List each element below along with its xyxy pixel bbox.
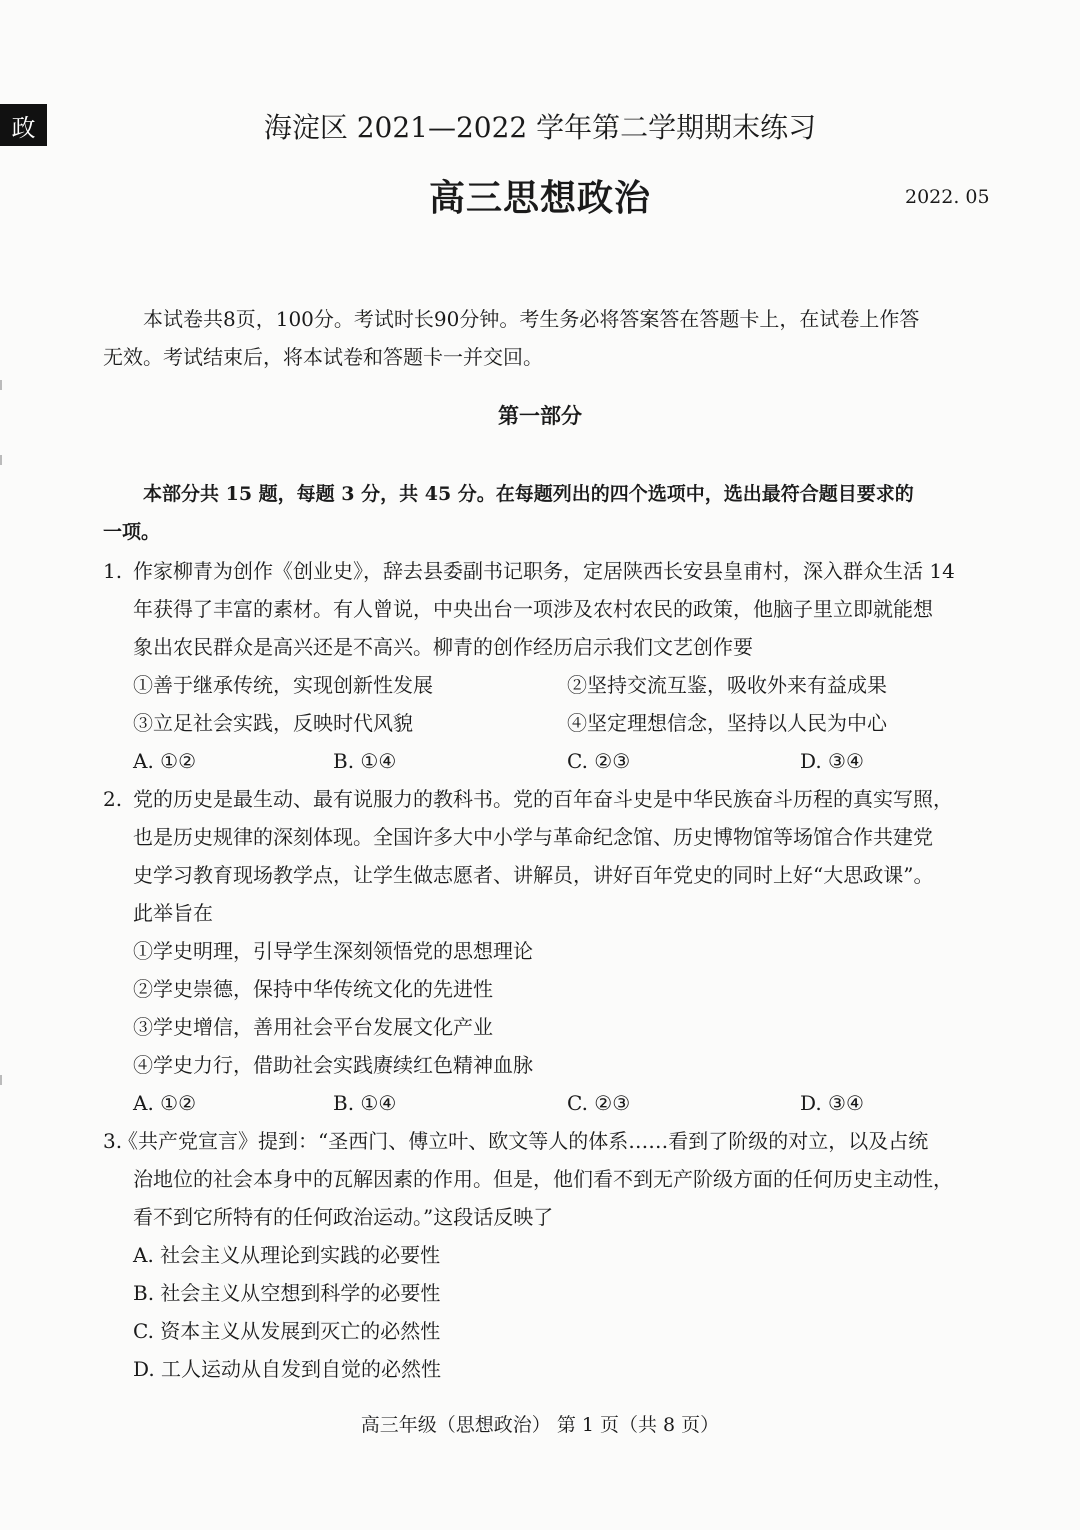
choice-a: A. ①②	[133, 749, 197, 773]
choice-d: D. ③④	[800, 1091, 864, 1115]
section-instructions-1: 本部分共 15 题，每题 3 分，共 45 分。在每题列出的四个选项中，选出最符合题目要求的	[143, 483, 914, 505]
choice-c: C. ②③	[567, 749, 631, 773]
question-stem-line: 作家柳青为创作《创业史》，辞去县委副书记职务，定居陕西长安县皇甫村，深入群众生活 14	[133, 559, 955, 583]
question-stem-line: 治地位的社会本身中的瓦解因素的作用。但是，他们看不到无产阶级方面的任何历史主动性，	[133, 1167, 953, 1191]
question-stem-line: 象出农民群众是高兴还是不高兴。柳青的创作经历启示我们文艺创作要	[133, 635, 753, 659]
statement-2: ②学史崇德，保持中华传统文化的先进性	[133, 977, 493, 1001]
question-number: 3.	[103, 1129, 123, 1153]
margin-mark	[0, 455, 2, 465]
statement-1: ①学史明理，引导学生深刻领悟党的思想理论	[133, 939, 533, 963]
choice-d: D. 工人运动从自发到自觉的必然性	[133, 1357, 442, 1381]
margin-mark	[0, 380, 2, 390]
question-stem-line: 也是历史规律的深刻体现。全国许多大中小学与革命纪念馆、历史博物馆等场馆合作共建党	[133, 825, 933, 849]
choice-d: D. ③④	[800, 749, 864, 773]
margin-mark	[0, 1075, 2, 1085]
choice-b: B. 社会主义从空想到科学的必要性	[133, 1281, 441, 1305]
choice-c: C. 资本主义从发展到灭亡的必然性	[133, 1319, 441, 1343]
choice-c: C. ②③	[567, 1091, 631, 1115]
subject-tab: 政	[0, 104, 47, 146]
intro-line-2: 无效。考试结束后，将本试卷和答题卡一并交回。	[103, 345, 543, 369]
choice-a: A. ①②	[133, 1091, 197, 1115]
question-stem-line: 党的历史是最生动、最有说服力的教科书。党的百年奋斗史是中华民族奋斗历程的真实写照，	[133, 787, 953, 811]
question-stem-line: 此举旨在	[133, 901, 213, 925]
statement-3: ③学史增信，善用社会平台发展文化产业	[133, 1015, 493, 1039]
section-title: 第一部分	[498, 403, 582, 428]
question-stem-line: 看不到它所特有的任何政治运动。”这段话反映了	[133, 1205, 554, 1229]
question-stem-line: 年获得了丰富的素材。有人曾说，中央出台一项涉及农村农民的政策，他脑子里立即就能想	[133, 597, 933, 621]
statement-4: ④坚定理想信念，坚持以人民为中心	[567, 711, 887, 735]
statement-2: ②坚持交流互鉴，吸收外来有益成果	[567, 673, 887, 697]
page-footer: 高三年级（思想政治） 第 1 页（共 8 页）	[360, 1414, 720, 1436]
exam-title: 海淀区 2021—2022 学年第二学期期末练习	[263, 111, 817, 144]
exam-date: 2022. 05	[905, 186, 990, 208]
statement-3: ③立足社会实践，反映时代风貌	[133, 711, 413, 735]
question-stem-line: 史学习教育现场教学点，让学生做志愿者、讲解员，讲好百年党史的同时上好“大思政课”。	[133, 863, 934, 887]
subject-title: 高三思想政治	[428, 177, 651, 219]
intro-line-1: 本试卷共8页，100分。考试时长90分钟。考生务必将答案答在答题卡上，在试卷上作答	[143, 307, 920, 331]
question-stem-line: 《共产党宣言》提到：“圣西门、傅立叶、欧文等人的体系……看到了阶级的对立，以及占统	[118, 1129, 929, 1153]
section-instructions-2: 一项。	[103, 521, 161, 543]
choice-a: A. 社会主义从理论到实践的必要性	[133, 1243, 441, 1267]
question-number: 2.	[103, 787, 123, 811]
statement-4: ④学史力行，借助社会实践赓续红色精神血脉	[133, 1053, 533, 1077]
choice-b: B. ①④	[333, 749, 397, 773]
choice-b: B. ①④	[333, 1091, 397, 1115]
statement-1: ①善于继承传统，实现创新性发展	[133, 673, 433, 697]
question-number: 1.	[103, 559, 123, 583]
